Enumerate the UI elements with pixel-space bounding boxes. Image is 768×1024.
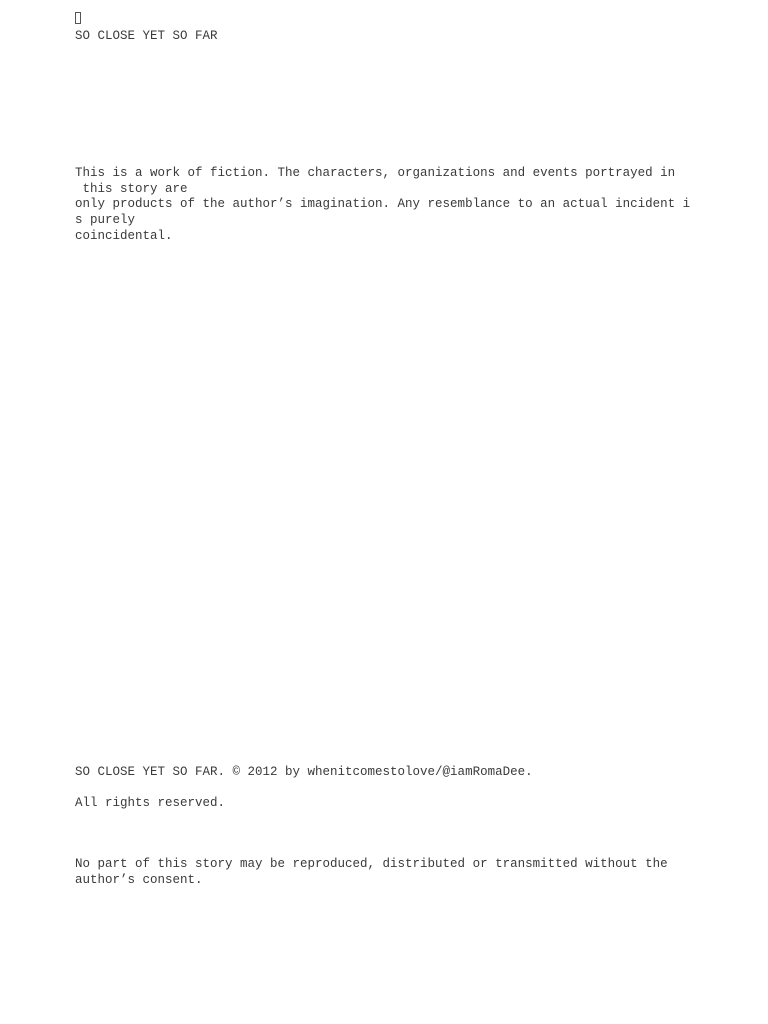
rights-reserved: All rights reserved.	[75, 796, 226, 810]
missing-glyph-icon	[75, 12, 81, 24]
disclaimer-line: coincidental.	[75, 229, 173, 243]
disclaimer-line: this story are	[75, 182, 188, 196]
disclaimer-line: only products of the author’s imagination. Any resemblance to an actual incident i	[75, 197, 691, 211]
consent-line: No part of this story may be reproduced, distributed or transmitted without the	[75, 857, 668, 871]
consent-line: author’s consent.	[75, 873, 203, 887]
story-title: SO CLOSE YET SO FAR	[75, 29, 218, 43]
disclaimer-line: This is a work of fiction. The characters, organizations and events portrayed in	[75, 166, 676, 180]
disclaimer-line: s purely	[75, 213, 136, 227]
copyright-notice: SO CLOSE YET SO FAR. © 2012 by whenitcomestolove/@iamRomaDee.	[75, 765, 533, 779]
